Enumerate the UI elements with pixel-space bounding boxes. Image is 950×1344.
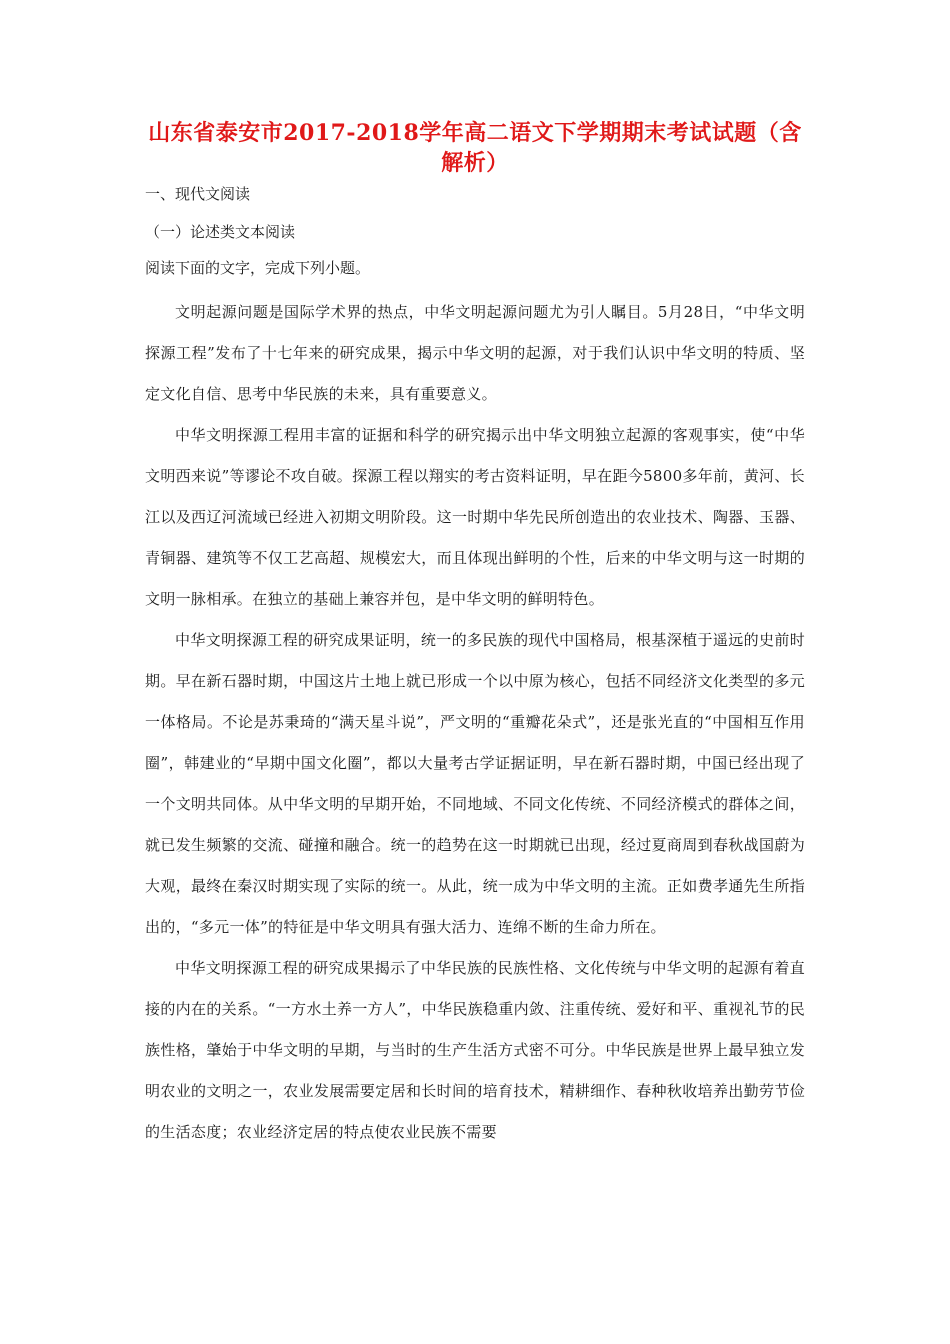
reading-instruction: 阅读下面的文字，完成下列小题。 [145, 259, 371, 277]
document-title: 山东省泰安市2017-2018学年高二语文下学期期末考试试题（含解析） [148, 120, 802, 176]
paragraph-2: 中华文明探源工程用丰富的证据和科学的研究揭示出中华文明独立起源的客观事实，使“中华文明西来说”等谬论不攻自破。探源工程以翔实的考古资料证明，早在距今5800多年前，黄河、长江以及西辽河流域已经进入初期文明阶段。这一时期中华先民所创造出的农业技术、陶器、玉器、青铜器、建筑等不仅工艺高超、规模宏大，而且体现出鲜明的个性，后来的中华文明与这一时期的文明一脉相承。在独立的基础上兼容并包，是中华文明的鲜明特色。 [145, 426, 805, 608]
paragraph-3: 中华文明探源工程的研究成果证明，统一的多民族的现代中国格局，根基深植于遥远的史前时期。早在新石器时期，中国这片土地上就已形成一个以中原为核心，包括不同经济文化类型的多元一体格局。不论是苏秉琦的“满天星斗说”，严文明的“重瓣花朵式”，还是张光直的“中国相互作用圈”，韩建业的“早期中国文化圈”，都以大量考古学证据证明，早在新石器时期，中国已经出现了一个文明共同体。从中华文明的早期开始，不同地域、不同文化传统、不同经济模式的群体之间，就已发生频繁的交流、碰撞和融合。统一的趋势在这一时期就已出现，经过夏商周到春秋战国蔚为大观，最终在秦汉时期实现了实际的统一。从此，统一成为中华文明的主流。正如费孝通先生所指出的，“多元一体”的特征是中华文明具有强大活力、连绵不断的生命力所在。 [145, 631, 805, 936]
paragraph-4: 中华文明探源工程的研究成果揭示了中华民族的民族性格、文化传统与中华文明的起源有着直接的内在的关系。“一方水土养一方人”，中华民族稳重内敛、注重传统、爱好和平、重视礼节的民族性格，肇始于中华文明的早期，与当时的生产生活方式密不可分。中华民族是世界上最早独立发明农业的文明之一，农业发展需要定居和长时间的培育技术，精耕细作、春种秋收培养出勤劳节俭的生活态度；农业经济定居的特点使农业民族不需要 [145, 959, 805, 1141]
subsection-heading: （一）论述类文本阅读 [145, 223, 296, 241]
paragraph-1: 文明起源问题是国际学术界的热点，中华文明起源问题尤为引人瞩目。5月28日，“中华文明探源工程”发布了十七年来的研究成果，揭示中华文明的起源，对于我们认识中华文明的特质、坚定文化自信、思考中华民族的未来，具有重要意义。 [145, 303, 805, 403]
document-page [145, 118, 805, 1153]
section-heading: 一、现代文阅读 [145, 185, 251, 203]
